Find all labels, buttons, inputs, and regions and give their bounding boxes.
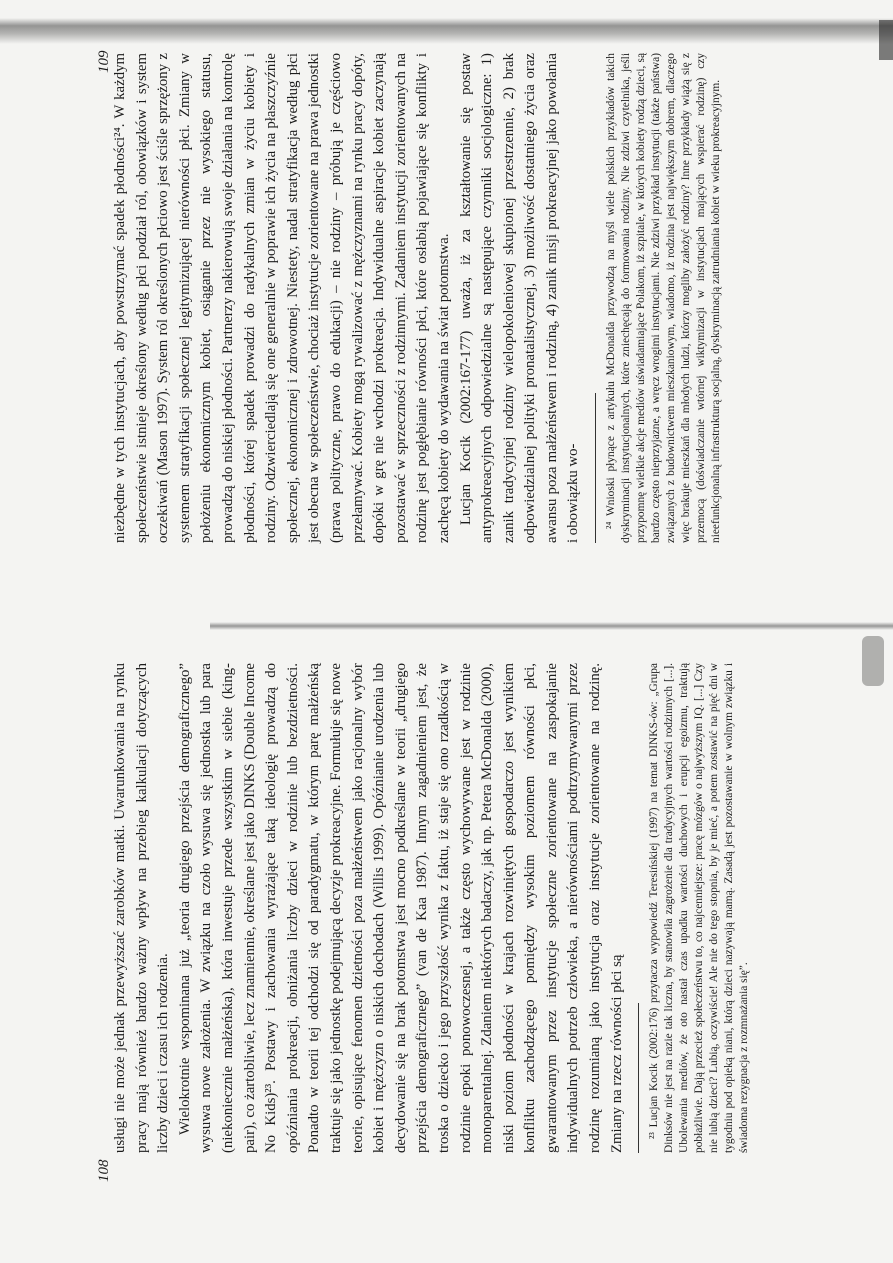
page-number-left: 108: [96, 1159, 112, 1182]
left-paragraph-2: Wielokrotnie wspominana już „teoria drugiego przejścia demograficznego” wysuwa nowe założenia. W związku na czoło wysuwa się jednostka lub para (niekoniecznie małżeńska), która inwestuje przede wszystkim w siebie (king-pair), co żartobliwie, lecz znamiennie, określane jest jako DINKS (Double Income No Kids)²³. Postawy i zachowania wyrażające taką ideologię prowadzą do opóźniania prokreacji, obniżania liczby dzieci w rodzinie lub bezdzietności. Ponadto w teorii tej odchodzi się od paradygmatu, w którym parę małżeńską traktuje się jako jednostkę podejmującą decyzje prokreacyjne. Formułuje się nowe teorie, opisujące fenomen dzietności poza małżeństwem jako racjonalny wybór kobiet i mężczyzn o niskich dochodach (Willis 1999). Opóźnianie urodzenia lub decydowanie się na brak potomstwa jest mocno podkreślane w teorii „drugiego przejścia demograficznego” (van de Kaa 1987). Innym zagadnieniem jest, że troska o dziecko i jego przyszłość wynika z faktu, iż staje się ono rzadkością w rodzinie epoki ponowoczesnej, a także często wychowywane jest w rodzinie monoparentalnej. Zdaniem niektórych badaczy, jak np. Petera McDonalda (2000), niski poziom płodności w krajach rozwiniętych gospodarczo jest wynikiem konfliktu zachodzącego pomiędzy wysokim poziomem równości płci, gwarantowanym przez instytucje społeczne zorientowane na zaspokajanie indywidualnych potrzeb człowieka, a nierównościami podtrzymywanymi przez rodzinę rozumianą jako instytucja oraz instytucje zorientowane na rodzinę. Zmiany na rzecz równości płci są: [176, 663, 625, 1153]
page-number-right: 109: [96, 50, 112, 73]
left-page: [0, 623, 893, 1183]
footnote-separator-left: [638, 1003, 639, 1153]
footnote-24: ²⁴ Wnioski płynące z artykułu McDonalda przywodzą na myśl wiele polskich przykładów takich dyskryminacji instytucjonalnych, które zniechęcają do formowania rodziny. Nie zdziwi czytelnika, jeśli przypomnę wielkie akcje mediów uświadamiające Polakom, iż szpitale, w których kobiety rodzą dzieci, są bardzo często nieprzyjazne, a wręcz wrogimi instytucjami. Nie zdziwi przykład instytucji (także państwa) związanych z budownictwem mieszkaniowym, wiadomo, iż rodzina jest największym dobrem, dlaczego więc brakuje mieszkań dla młodych ludzi, którzy mogliby założyć rodziny? Inne przykłady wiążą się z przemocą (doświadczanie wtórnej wiktymizacji w instytucjach mających wspierać rodzinę) czy nieefunkcjonalną infrastrukturą socjalną, dyskryminacją zatrudniania kobiet w wieku prokreacyjnym.: [605, 53, 723, 543]
right-paragraph-1: niezbędne w tych instytucjach, aby powstrzymać spadek płodności²⁴. W każdym społeczeństwie istnieje określony według płci podział ról, obowiązków i system oczekiwań (Mason 1997). System ról określonych płciowo jest ściśle sprzężony z systemem stratyfikacji społecznej legitymizującej nierówności płci. Zmiany w położeniu ekonomicznym kobiet, osiąganie przez nie wysokiego statusu, prowadzą do niskiej płodności. Partnerzy nakierowują swoje działania na kontrolę płodności, której spadek prowadzi do radykalnych zmian w życiu kobiety i rodziny. Odzwierciedlają się one generalnie w poprawie ich życia na płaszczyźnie społecznej, ekonomicznej i zdrowotnej. Niestety, nadal stratyfikacja według płci jest obecna w społeczeństwie, chociaż instytucje zorientowane na prawa jednostki (prawa polityczne, prawo do edukacji) – nie rodziny – próbują je częściowo przełamywać. Kobiety mogą rywalizować z mężczyznami na rynku pracy dopóty, dopóki w grę nie wchodzi prokreacja. Indywidualne aspiracje kobiet zaczynają pozostawać w sprzeczności z rodzinnymi. Zadaniem instytucji zorientowanych na rodzinę jest pogłębianie równości płci, które osłabią pojawiające się konflikty i zachęcą kobiety do wydawania na świat potomstwa.: [112, 53, 452, 543]
right-paragraph-2: Lucjan Kocik (2002:167-177) uważa, iż za kształtowanie się postaw antyprokreacyjnych odpowiedzialne są następujące czynniki socjologiczne: 1) zanik tradycyjnej rodziny wielopokoleniowej skupionej przestrzennie, 2) brak odpowiedzialnej polityki pronatalistycznej, 3) możliwość dostatniego życia oraz awansu poza małżeństwem i rodziną, 4) zanik misji prokreacyjnej jako powołania i obowiązku wo-: [457, 53, 582, 543]
right-page: [0, 13, 893, 573]
right-column: [110, 53, 724, 543]
left-column: [110, 663, 752, 1153]
footnote-separator-right: [595, 393, 596, 543]
left-paragraph-1: usługi nie może jednak przewyższać zarobków matki. Uwarunkowania na rynku pracy mają również bardzo ważny wpływ na przebieg kalkulacji dotyczących liczby dzieci i czasu ich rodzenia.: [112, 663, 172, 1153]
footnote-23: ²³ Lucjan Kocik (2002:176) przytacza wypowiedź Teresińskiej (1997) na temat DINKS-ów: „Grupa Dinksów nie jest na razie tak liczna, by stanowiła zagrożenie dla tradycyjnych wartości rodzinnych [...]. Ubolewania mediów, że oto nastał czas upadku wartości duchowych i erupcji egoizmu, traktują pobłażliwie. Dają przecież społeczeństwu to, co najcenniejsze: pracę mózgów o najwyższym IQ. [...] Czy nie lubią dzieci? Lubią, oczywiście! Ale nie do tego stopnia, by je mieć, a potem zostawić na pięć dni w tygodniu pod opieką niani, którą dzieci nazywają mamą. Zasadą jest pozostawanie w wolnym związku i świadoma rezygnacja z rozmnażania się”.: [648, 663, 751, 1153]
